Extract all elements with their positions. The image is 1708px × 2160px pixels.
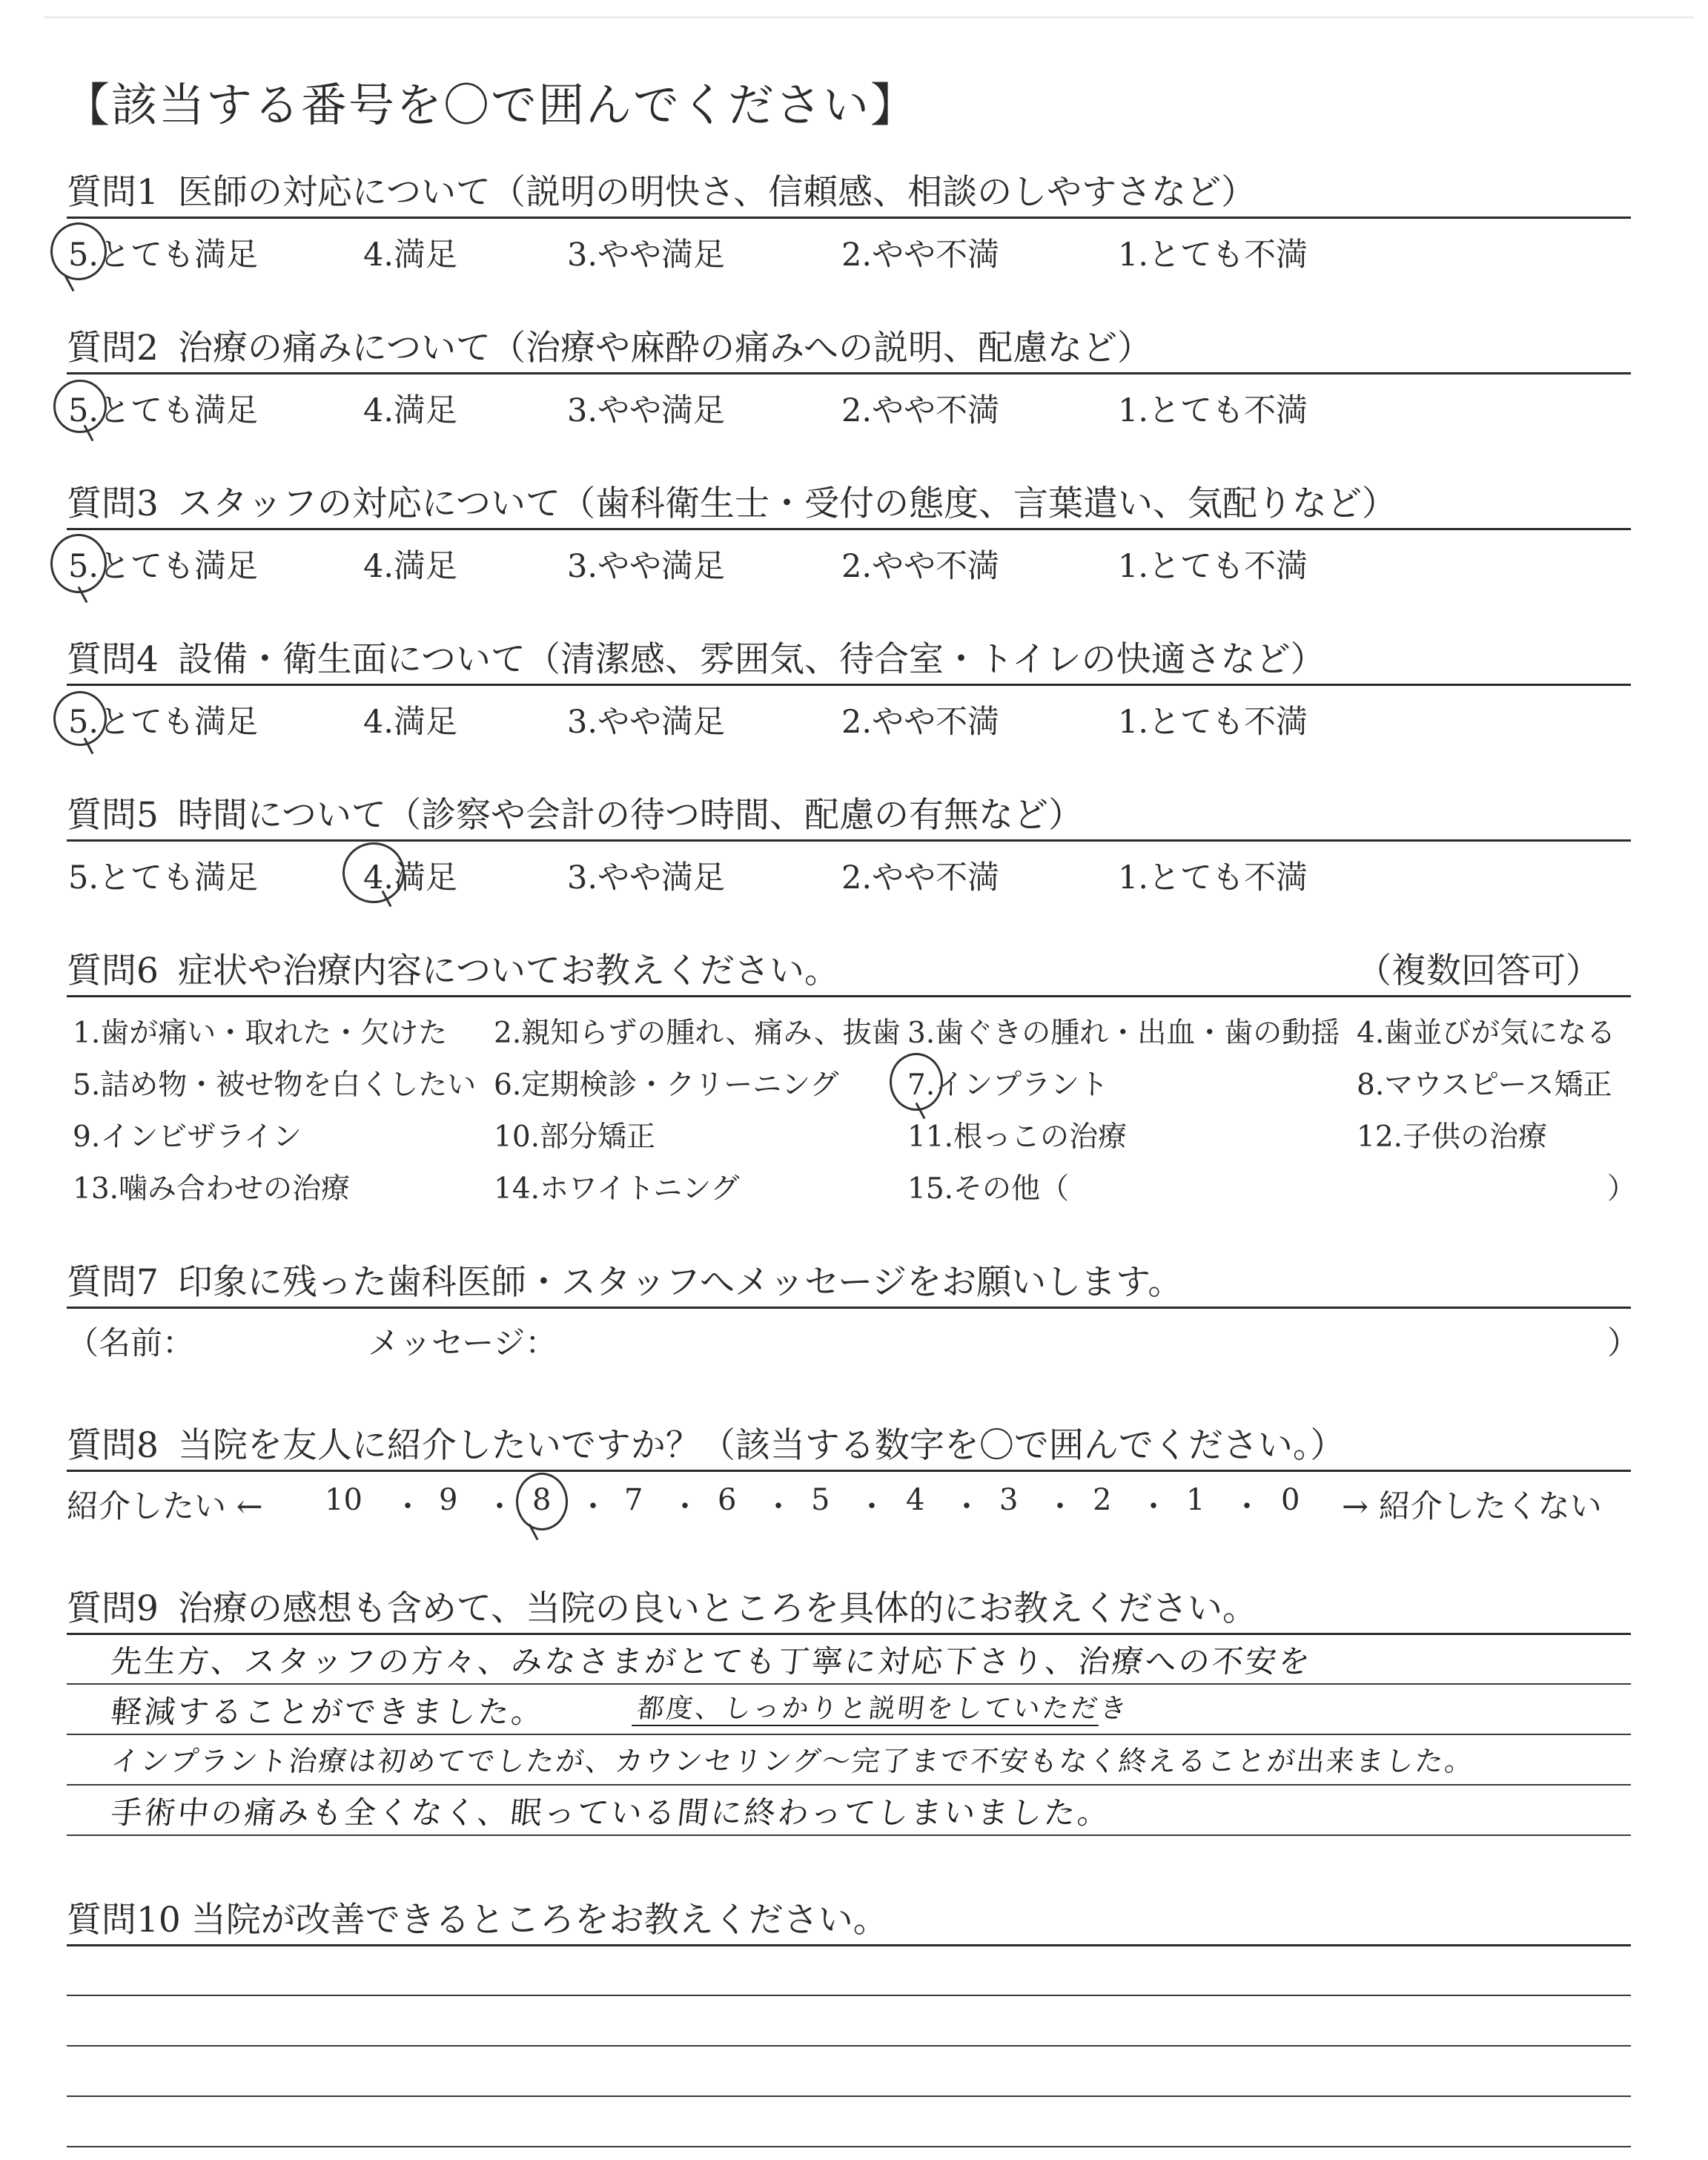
scale-separator: ・ — [764, 1490, 793, 1524]
scale-value[interactable]: 8 — [532, 1483, 552, 1517]
symptom-option[interactable]: 15.その他（ — [907, 1172, 1070, 1206]
option-4[interactable]: 4.満足 — [363, 859, 458, 896]
question-9-rule — [67, 1633, 1631, 1635]
question-text: 治療の痛みについて（治療や麻酔の痛みへの説明、配慮など） — [177, 328, 1153, 369]
option-2[interactable]: 2.やや不満 — [841, 704, 1000, 741]
question-text: 医師の対応について（説明の明快さ、信頼感、相談のしやすさなど） — [177, 172, 1257, 213]
handwritten-answer-line: インプラント治療は初めてでしたが、カウンセリング～完了まで不安もなく終えることが出来ました。 — [109, 1745, 1477, 1777]
question-text: 治療の感想も含めて、当院の良いところを具体的にお教えください。 — [177, 1588, 1257, 1629]
insertion-underline — [632, 1725, 1099, 1726]
option-5[interactable]: 5.とても満足 — [68, 859, 259, 896]
question-text: 当院を友人に紹介したいですか？（該当する数字を〇で囲んでください。） — [177, 1425, 1345, 1466]
symptom-option[interactable]: 7.インプラント — [907, 1069, 1109, 1102]
selection-circle — [53, 691, 107, 746]
option-5[interactable]: 5.とても満足 — [68, 704, 259, 741]
option-3[interactable]: 3.やや満足 — [567, 548, 726, 585]
answer-line — [67, 1683, 1631, 1685]
question-2-title — [67, 320, 1152, 370]
scale-value[interactable]: 2 — [1093, 1483, 1112, 1517]
option-3[interactable]: 3.やや満足 — [567, 859, 726, 896]
scale-value[interactable]: 3 — [999, 1483, 1019, 1517]
option-4[interactable]: 4.満足 — [363, 237, 458, 274]
question-number: 質問8 — [67, 1425, 159, 1466]
question-10-title — [67, 1892, 888, 1942]
option-2[interactable]: 2.やや不満 — [841, 392, 1000, 429]
symptom-option[interactable]: 4.歯並びが気になる — [1357, 1017, 1616, 1050]
name-label: （名前： — [67, 1325, 194, 1362]
option-1[interactable]: 1.とても不満 — [1118, 237, 1308, 274]
selection-circle — [50, 222, 107, 280]
selection-circle — [342, 842, 405, 903]
question-2-rule — [67, 372, 1631, 374]
top-border — [44, 16, 1694, 19]
option-2[interactable]: 2.やや不満 — [841, 237, 1000, 274]
message-close-paren: ） — [1607, 1325, 1639, 1362]
question-text: 設備・衛生面について（清潔感、雰囲気、待合室・トイレの快適さなど） — [177, 639, 1325, 680]
option-5[interactable]: 5.とても満足 — [68, 548, 259, 585]
option-3[interactable]: 3.やや満足 — [567, 704, 726, 741]
question-7-rule — [67, 1307, 1631, 1309]
question-7-title — [67, 1255, 1182, 1304]
question-number: 質問3 — [67, 483, 159, 524]
selection-circle — [516, 1473, 568, 1530]
handwritten-answer-line: 先生方、スタッフの方々、みなさまがとても丁寧に対応下さり、治療への不安を — [109, 1643, 1314, 1680]
question-number: 質問4 — [67, 639, 159, 680]
question-number: 質問6 — [67, 951, 159, 991]
handwritten-answer-line: 手術中の痛みも全くなく、眠っている間に終わってしまいました。 — [109, 1794, 1113, 1831]
question-10-rule — [67, 1944, 1631, 1946]
question-1-title — [67, 165, 1256, 214]
option-3[interactable]: 3.やや満足 — [567, 237, 726, 274]
question-text: スタッフの対応について（歯科衛生士・受付の態度、言葉遣い、気配りなど） — [177, 483, 1397, 524]
question-number: 質問7 — [67, 1262, 159, 1303]
scale-value[interactable]: 6 — [718, 1483, 737, 1517]
question-5-rule — [67, 839, 1631, 842]
multiple-answers-note: （複数回答可） — [1357, 951, 1601, 991]
answer-line — [67, 1834, 1631, 1836]
option-1[interactable]: 1.とても不満 — [1118, 548, 1308, 585]
selection-circle — [53, 380, 107, 433]
question-4-rule — [67, 684, 1631, 686]
symptom-option[interactable]: 8.マウスピース矯正 — [1357, 1069, 1612, 1102]
scale-value[interactable]: 1 — [1186, 1483, 1205, 1517]
option-1[interactable]: 1.とても不満 — [1118, 392, 1308, 429]
question-text: 時間について（診察や会計の待つ時間、配慮の有無など） — [177, 795, 1083, 836]
option-1[interactable]: 1.とても不満 — [1118, 704, 1308, 741]
scale-separator: ・ — [857, 1490, 887, 1524]
option-4[interactable]: 4.満足 — [363, 548, 458, 585]
option-5[interactable]: 5.とても満足 — [68, 237, 259, 274]
selection-circle — [50, 534, 107, 593]
question-number: 質問5 — [67, 795, 159, 836]
scale-value[interactable]: 7 — [624, 1483, 643, 1517]
scale-separator: ・ — [578, 1490, 608, 1524]
question-6-rule — [67, 995, 1631, 997]
scale-value[interactable]: 5 — [811, 1483, 830, 1517]
scale-separator: ・ — [1139, 1490, 1168, 1524]
option-3[interactable]: 3.やや満足 — [567, 392, 726, 429]
question-9-title — [67, 1581, 1257, 1631]
symptom-option[interactable]: 10.部分矯正 — [494, 1120, 656, 1154]
scale-separator: ・ — [485, 1490, 514, 1524]
question-number: 質問9 — [67, 1588, 159, 1629]
handwritten-answer-line: 軽減することができました。 — [109, 1694, 547, 1730]
symptom-option[interactable]: 9.インビザライン — [73, 1120, 302, 1154]
message-label: メッセージ： — [368, 1325, 557, 1362]
answer-line — [67, 1734, 1631, 1735]
scale-value[interactable]: 0 — [1281, 1483, 1300, 1517]
answer-line[interactable] — [67, 2045, 1631, 2047]
question-3-title — [67, 476, 1397, 526]
scale-value[interactable]: 4 — [906, 1483, 925, 1517]
symptom-option[interactable]: 14.ホワイトニング — [494, 1172, 740, 1206]
page-heading: 【該当する番号を〇で囲んでください】 — [64, 78, 918, 132]
question-number: 質問10 — [67, 1900, 181, 1941]
symptom-option[interactable]: 12.子供の治療 — [1357, 1120, 1548, 1154]
symptom-option[interactable]: 13.噛み合わせの治療 — [73, 1172, 351, 1206]
option-2[interactable]: 2.やや不満 — [841, 548, 1000, 585]
question-text: 症状や治療内容についてお教えください。 — [177, 951, 839, 991]
question-5-title — [67, 787, 1083, 837]
question-6-title — [67, 943, 839, 993]
question-number: 質問1 — [67, 172, 159, 213]
scale-separator: ・ — [1045, 1490, 1075, 1524]
option-2[interactable]: 2.やや不満 — [841, 859, 1000, 896]
symptom-option[interactable]: 11.根っこの治療 — [907, 1120, 1128, 1154]
question-text: 印象に残った歯科医師・スタッフへメッセージをお願いします。 — [177, 1262, 1183, 1303]
scale-value[interactable]: 10 — [325, 1483, 363, 1517]
question-4-title — [67, 632, 1325, 681]
scale-separator: ・ — [670, 1490, 700, 1524]
question-8-title — [67, 1418, 1345, 1467]
recommend-left-label: 紹介したい ← — [67, 1488, 263, 1525]
symptom-option[interactable]: 1.歯が痛い・取れた・欠けた — [73, 1017, 448, 1050]
symptom-option[interactable]: 2.親知らずの腫れ、痛み、抜歯 — [494, 1017, 901, 1050]
question-3-rule — [67, 528, 1631, 530]
scale-separator: ・ — [393, 1490, 423, 1524]
scale-separator: ・ — [952, 1490, 982, 1524]
answer-line[interactable] — [67, 1995, 1631, 1996]
answer-line[interactable] — [67, 2146, 1631, 2147]
handwritten-insertion: 都度、しっかりと説明をしていただき — [635, 1694, 1131, 1724]
recommend-right-label: → 紹介したくない — [1342, 1488, 1602, 1525]
scale-separator: ・ — [1232, 1490, 1262, 1524]
other-close-paren: ） — [1607, 1172, 1637, 1206]
question-1-rule — [67, 217, 1631, 219]
question-number: 質問2 — [67, 328, 159, 369]
symptom-option[interactable]: 6.定期検診・クリーニング — [494, 1069, 839, 1102]
answer-line[interactable] — [67, 2095, 1631, 2097]
symptom-option[interactable]: 5.詰め物・被せ物を白くしたい — [73, 1069, 477, 1102]
symptom-option[interactable]: 3.歯ぐきの腫れ・出血・歯の動揺 — [907, 1017, 1340, 1050]
question-text: 当院が改善できるところをお教えください。 — [191, 1900, 888, 1941]
answer-line — [67, 1784, 1631, 1786]
option-4[interactable]: 4.満足 — [363, 704, 458, 741]
question-8-rule — [67, 1470, 1631, 1472]
scale-value[interactable]: 9 — [439, 1483, 458, 1517]
option-4[interactable]: 4.満足 — [363, 392, 458, 429]
option-1[interactable]: 1.とても不満 — [1118, 859, 1308, 896]
option-5[interactable]: 5.とても満足 — [68, 392, 259, 429]
